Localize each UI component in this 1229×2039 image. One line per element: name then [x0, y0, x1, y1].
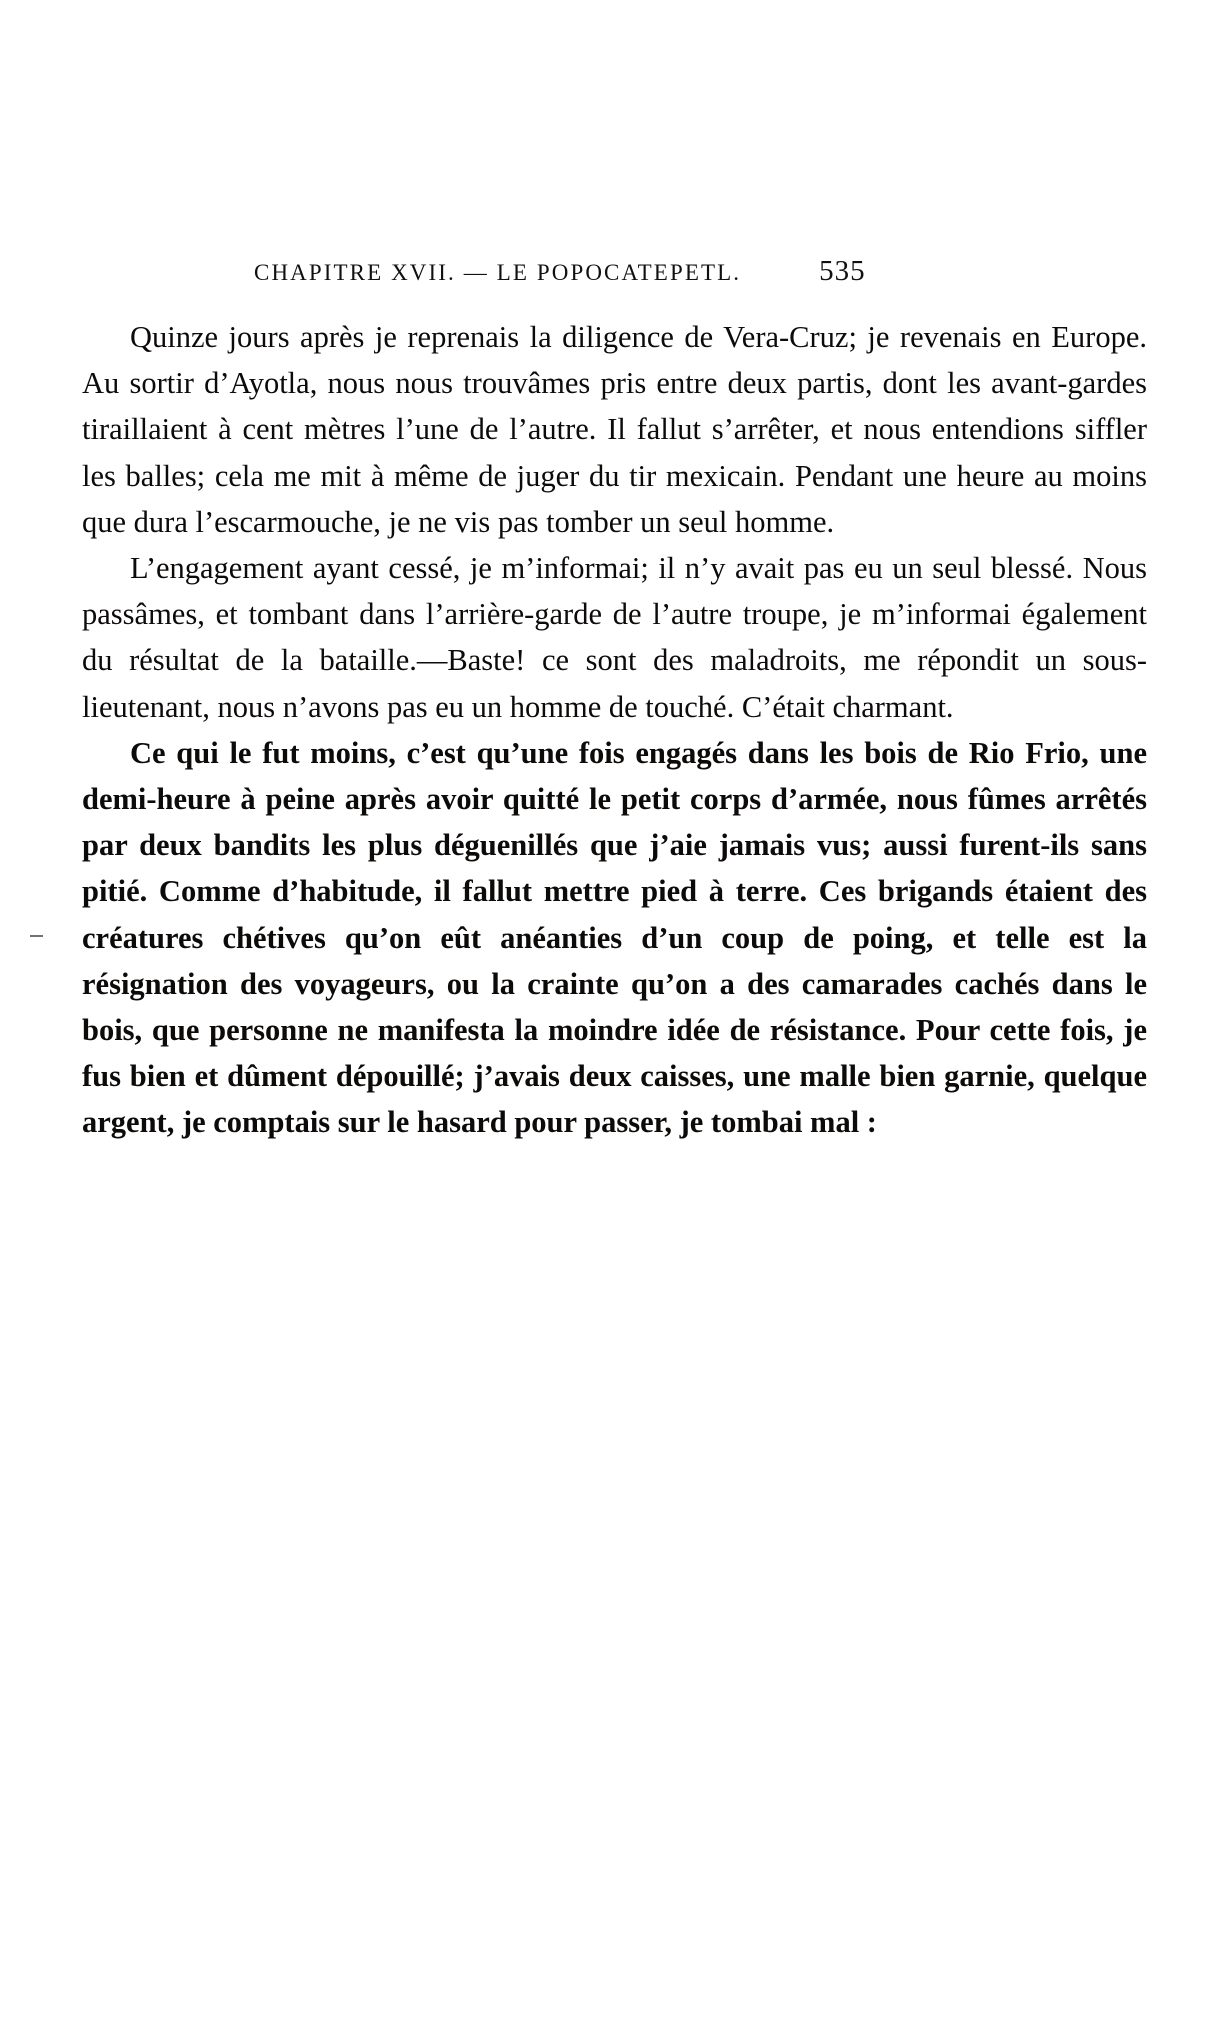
paragraph-3: Ce qui le fut moins, c’est qu’une fois engagés dans les bois de Rio Frio, une demi-heure à peine après avoir quitté le petit corps d’armée, nous fûmes arrêtés par deux bandits les plus déguenillés que j’aie jamais vus; aussi furent-ils sans pitié. Comme d’habitude, il fallut mettre pied à terre. Ces brigands étaient des créatures chétives qu’on eût anéanties d’un coup de poing, et telle est la résignation des voyageurs, ou la crainte qu’on a des camarades cachés dans le bois, que personne ne manifesta la moindre idée de résistance. Pour cette fois, je fus bien et dûment dépouillé; j’avais deux caisses, une malle bien garnie, quelque argent, je comptais sur le hasard pour passer, je tombai mal : [82, 735, 1147, 1140]
page-content [82, 255, 1147, 1146]
page-number: 535 [819, 255, 866, 287]
running-head [82, 255, 1147, 288]
paragraph-1: Quinze jours après je reprenais la diligence de Vera-Cruz; je revenais en Europe. Au sortir d’Ayotla, nous nous trouvâmes pris entre deux partis, dont les avant-gardes tiraillaient à cent mètres l’une de l’autre. Il fallut s’arrêter, et nous entendions siffler les balles; cela me mit à même de juger du tir mexicain. Pendant une heure au moins que dura l’escarmouche, je ne vis pas tomber un seul homme. [82, 320, 1147, 539]
running-head-chapter: CHAPITRE XVII. — LE POPOCATEPETL. [254, 260, 742, 285]
page-edge-mark [30, 935, 43, 937]
paragraph-2: L’engagement ayant cessé, je m’informai; il n’y avait pas eu un seul blessé. Nous passâmes, et tombant dans l’arrière-garde de l’autre troupe, je m’informai également du résultat de la bataille.—Baste! ce sont des maladroits, me répondit un sous-lieutenant, nous n’avons pas eu un homme de touché. C’était charmant. [82, 551, 1147, 724]
